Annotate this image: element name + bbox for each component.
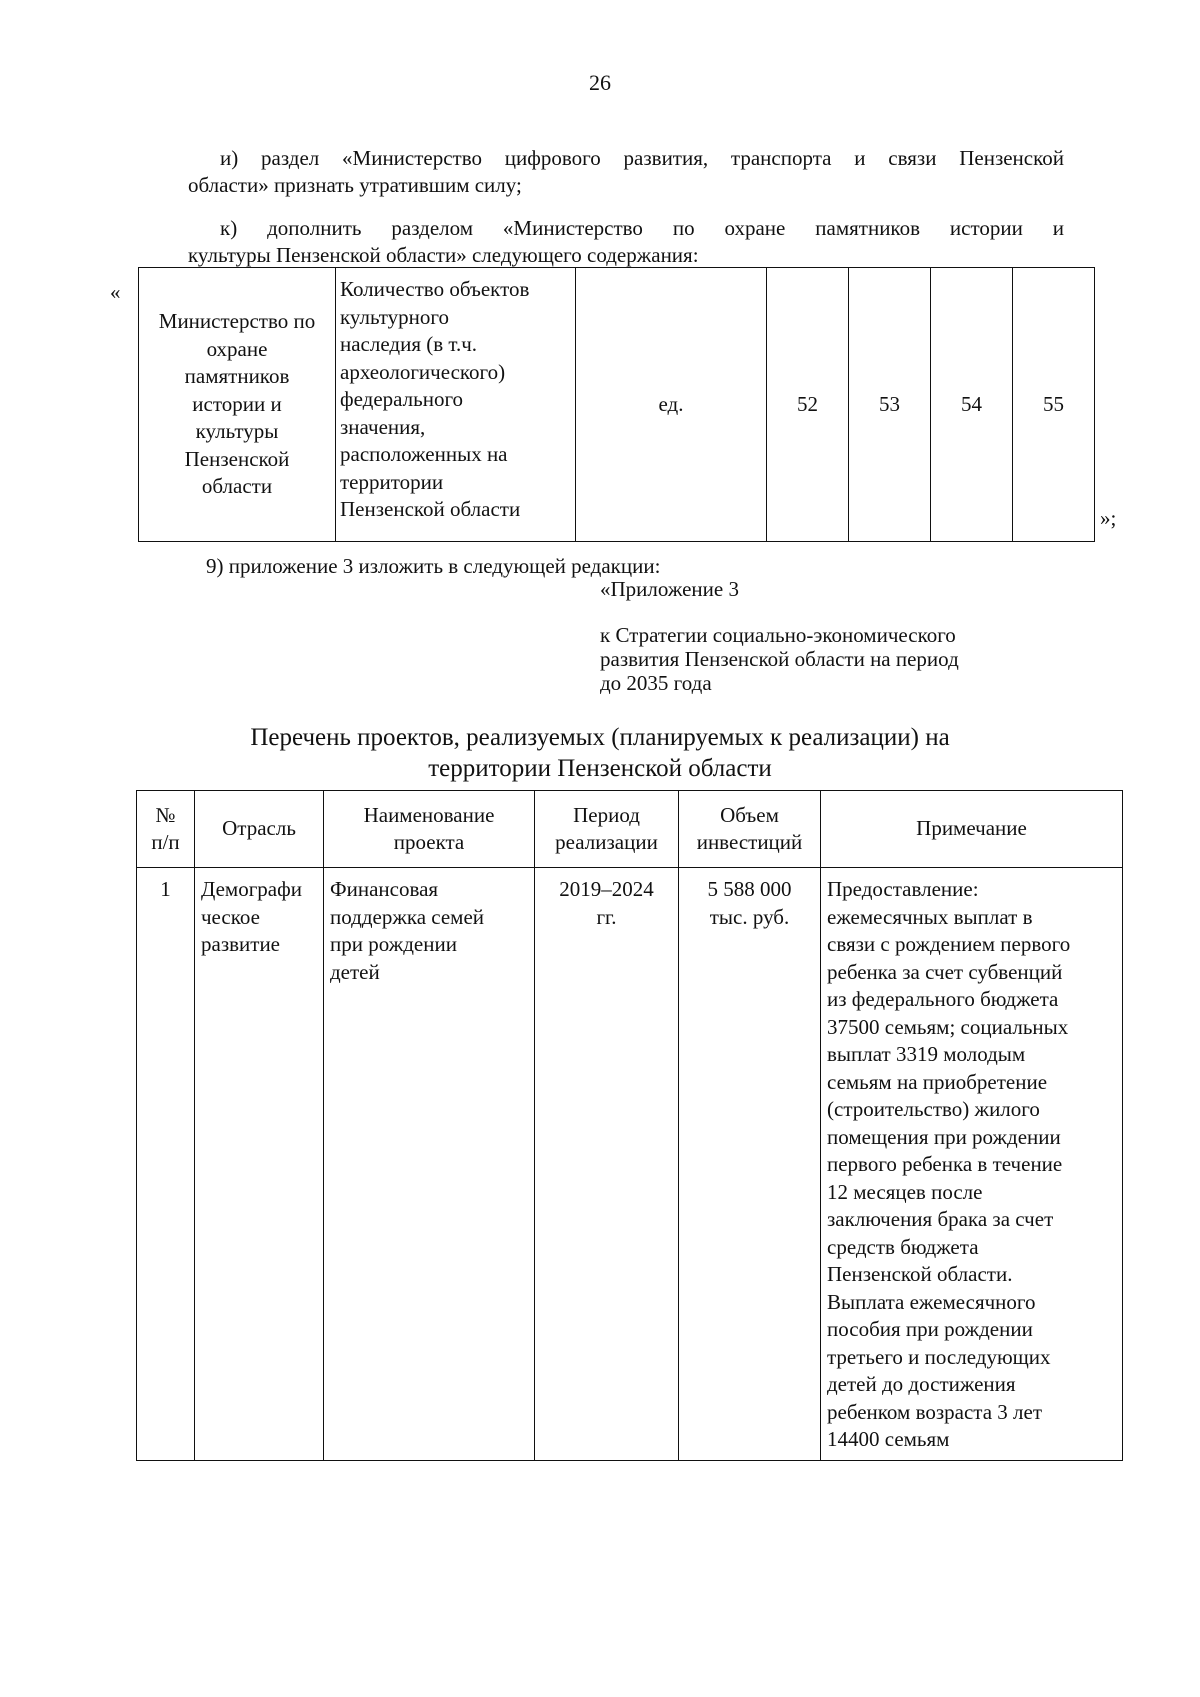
opening-quote: « (110, 280, 121, 304)
cell-line: 12 месяцев после (827, 1179, 983, 1204)
row-period-cell (535, 868, 679, 1461)
cell-line: 37500 семьям; социальных (827, 1014, 1069, 1039)
header-volume (679, 791, 821, 868)
header-num (137, 791, 195, 868)
cell-line: заключения брака за счет (827, 1207, 1054, 1231)
cell-line: Демографи (201, 877, 302, 901)
appendix-line: к Стратегии социально-экономического (600, 623, 956, 647)
cell-line: Пензенской области. (827, 1262, 1013, 1286)
row-volume-cell (679, 868, 821, 1461)
value-cell: 54 (931, 268, 1013, 542)
cell-line: территории (340, 469, 444, 494)
header-period (535, 791, 679, 868)
row-name-cell (324, 868, 535, 1461)
cell-line: связи с рождением первого (827, 932, 1071, 956)
header-line: Примечание (916, 816, 1027, 841)
ministry-name-cell (139, 268, 336, 542)
appendix-line: до 2035 года (600, 671, 712, 695)
ministry-table (138, 267, 1095, 542)
projects-table (136, 790, 1123, 1461)
cell-line: Выплата ежемесячного (827, 1289, 1036, 1314)
header-line: реализации (555, 830, 658, 854)
cell-line: ческое (201, 904, 260, 929)
cell-line: наследия (в т.ч. (340, 332, 478, 356)
appendix-reference (600, 623, 959, 695)
paragraph-line: и) раздел «Министерство цифрового развития, транспорта и связи Пензенской (220, 146, 1064, 170)
cell-line: (строительство) жилого (827, 1097, 1040, 1121)
header-line: п/п (151, 830, 180, 854)
cell-line: археологического) (340, 359, 506, 384)
cell-line: ежемесячных выплат в (827, 904, 1033, 929)
cell-line: охране (206, 336, 268, 361)
cell-line: семьям на приобретение (827, 1069, 1048, 1094)
value-cell: 55 (1013, 268, 1095, 542)
cell-line: средств бюджета (827, 1234, 979, 1259)
paragraph-line: культуры Пензенской области» следующего содержания: (188, 243, 699, 267)
paragraph-i (188, 145, 1064, 199)
cell-line: 5 588 000 (707, 877, 792, 901)
value-cell: 53 (849, 268, 931, 542)
cell-line: пособия при рождении (827, 1317, 1033, 1341)
cell-line: Министерство по (158, 309, 316, 334)
cell-line: гг. (596, 904, 617, 929)
header-line: № (155, 802, 176, 827)
cell-line: поддержка семей (330, 904, 485, 929)
closing-quote: »; (1100, 506, 1117, 530)
indicator-cell (336, 268, 576, 542)
cell-line: развитие (201, 932, 281, 956)
cell-line: истории и (192, 391, 282, 416)
cell-line: расположенных на (340, 442, 508, 466)
value-cell: 52 (767, 268, 849, 542)
cell-line: федерального (340, 387, 464, 411)
cell-line: ребенка за счет субвенций (827, 959, 1063, 984)
header-industry (195, 791, 324, 868)
row-num-cell: 1 (137, 868, 195, 1461)
cell-line: первого ребенка в течение (827, 1152, 1063, 1176)
cell-line: 2019–2024 (559, 877, 654, 901)
unit-cell: ед. (576, 268, 767, 542)
cell-line: Финансовая (330, 877, 439, 901)
cell-line: помещения при рождении (827, 1124, 1061, 1149)
row-note-cell (821, 868, 1123, 1461)
header-line: инвестиций (696, 830, 803, 854)
cell-line: 14400 семьям (827, 1427, 950, 1451)
title-line: территории Пензенской области (428, 755, 772, 782)
cell-line: Пензенской (184, 446, 290, 471)
cell-line: области (201, 474, 273, 499)
appendix-line: развития Пензенской области на период (600, 647, 959, 671)
cell-line: детей (330, 959, 380, 984)
title-line: Перечень проектов, реализуемых (планируемых к реализации) на (250, 724, 950, 751)
cell-line: при рождении (330, 932, 457, 956)
cell-line: культуры (195, 419, 279, 444)
cell-line: культурного (340, 304, 449, 329)
cell-line: значения, (340, 414, 426, 439)
table-row (139, 268, 1095, 542)
cell-line: Количество объектов (340, 277, 530, 301)
header-line: Отрасль (222, 816, 296, 841)
cell-line: Пензенской области (340, 497, 521, 521)
appendix-title: «Приложение 3 (600, 577, 739, 601)
cell-line: ребенком возраста 3 лет (827, 1399, 1043, 1424)
cell-line: третьего и последующих (827, 1344, 1051, 1369)
row-industry-cell (195, 868, 324, 1461)
header-line: проекта (393, 830, 465, 854)
table-header-row (137, 791, 1123, 868)
cell-line: детей до достижения (827, 1372, 1016, 1396)
cell-line: выплат 3319 молодым (827, 1042, 1026, 1066)
paragraph-k (188, 215, 1064, 269)
paragraph-line: к) дополнить разделом «Министерство по охране памятников истории и (220, 216, 1064, 240)
table-row (137, 868, 1123, 1461)
cell-line: Предоставление: (827, 877, 979, 901)
cell-line: памятников (184, 364, 290, 389)
header-line: Период (573, 802, 640, 827)
cell-line: из федерального бюджета (827, 987, 1059, 1011)
page-number: 26 (589, 70, 611, 95)
header-line: Наименование (363, 802, 495, 827)
header-note (821, 791, 1123, 868)
paragraph-line: области» признать утратившим силу; (188, 173, 522, 197)
header-line: Объем (720, 802, 779, 827)
cell-line: тыс. руб. (709, 904, 790, 929)
document-title (0, 722, 1200, 784)
header-name (324, 791, 535, 868)
paragraph-9: 9) приложение 3 изложить в следующей редакции: (206, 554, 661, 578)
